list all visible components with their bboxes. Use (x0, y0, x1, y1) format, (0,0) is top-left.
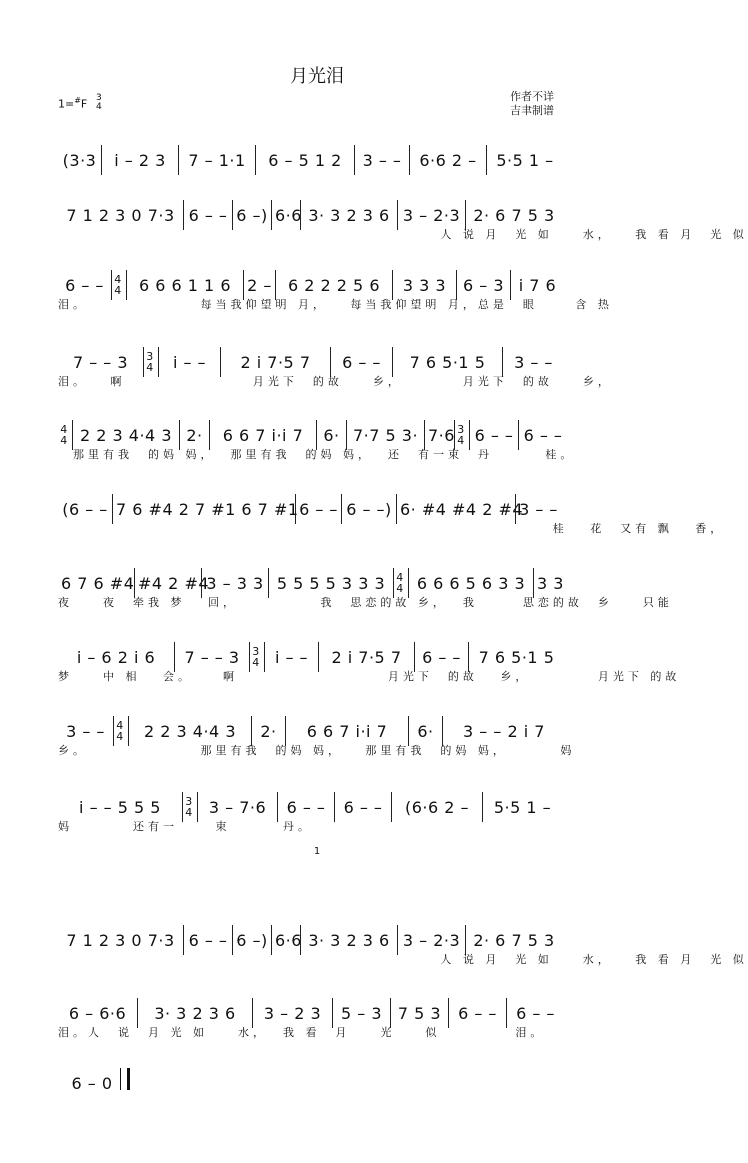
score-system (58, 420, 576, 461)
measure-notes: 6 – – (474, 425, 514, 445)
measure-notes: 6 – –) (346, 499, 392, 519)
measure-notes: 3 4 (252, 645, 260, 669)
measure (101, 145, 178, 175)
time-signature (96, 94, 102, 112)
measure-notes: 3 4 (146, 350, 154, 374)
measure-notes: 7 – – 3 (184, 647, 240, 667)
lyrics-line: 那里有我 的妈 妈， 那里有我 的妈 妈， 还 有一束 丹 桂。 (58, 448, 576, 461)
measure-notes: 6 – – (286, 797, 326, 817)
measure-notes: 6 – – (422, 647, 461, 667)
measure-notes: 3 4 (457, 423, 465, 447)
meter-bottom: 4 (96, 102, 102, 112)
measure-notes: 2· 6 7 5 3 (473, 205, 555, 225)
measure-notes: 2· 6 7 5 3 (473, 930, 555, 950)
measure-notes: 6 – – (523, 425, 563, 445)
measure-notes: 6 2 2 2 5 6 (287, 275, 380, 295)
measure-notes: 6· (323, 425, 340, 445)
measure-notes: 6 –) (236, 205, 268, 225)
measure-notes: 2 i 7·5 7 (240, 352, 311, 372)
measure-notes: 2· (260, 721, 277, 741)
measure-notes: 6 7 6 #4 (61, 573, 135, 593)
measure-notes: 3· 3 2 3 6 (308, 205, 390, 225)
measure-notes: i – 6 2 i 6 (76, 647, 156, 667)
measure-notes: i – – (172, 352, 207, 372)
measure-notes: 7 1 2 3 0 7·3 (66, 930, 175, 950)
measure-notes: 4 4 (396, 571, 404, 595)
measure (178, 145, 255, 175)
measure (58, 1068, 126, 1098)
score-system (58, 642, 681, 683)
measure-notes: 6 – – (188, 205, 228, 225)
measure-notes: 6 6 7 i·i 7 (306, 721, 388, 741)
measure-notes: 6 6 6 1 1 6 (138, 275, 231, 295)
measure-notes: 6 – – (342, 352, 381, 372)
measure-notes: 2· (186, 425, 203, 445)
measure-notes: 2 i 7·5 7 (331, 647, 402, 667)
measure-notes: 3 – 2·3 (402, 205, 461, 225)
measure-notes: 3 3 3 (402, 275, 447, 295)
score-system (58, 925, 748, 966)
measure-notes: (3·3 (62, 150, 97, 170)
lyrics-line: 桂 花 又有 飘 香， (58, 522, 726, 535)
measure-notes: 2 2 3 4·4 3 (143, 721, 236, 741)
lyrics-line: 人 说 月 光 如 水， 我 看 月 光 似 (58, 953, 748, 966)
measure-notes: 6 – – (516, 1003, 555, 1023)
score-system (58, 716, 576, 757)
lyrics-line: 泪。 啊 月光下 的故 乡， 月光下 的故 乡， (58, 375, 613, 388)
lyrics-line: 泪。人 说 月 光 如 水， 我 看 月 光 似 泪。 (58, 1026, 546, 1039)
measure-notes: 2 – (247, 275, 272, 295)
score-system (58, 998, 562, 1039)
measure (486, 145, 563, 175)
measure-notes: 3 – – (514, 352, 553, 372)
measure-notes: i – – (274, 647, 309, 667)
measure-notes: 7 – 1·1 (188, 150, 246, 170)
measure-notes: 7 – – 3 (72, 352, 129, 372)
measure-notes: 7 5 3 (397, 1003, 442, 1023)
measure-notes: 3 – – (66, 721, 105, 741)
measure-notes: 7·7 5 3· (352, 425, 419, 445)
measure-notes: 6 –) (236, 930, 268, 950)
measure-notes: 4 4 (60, 423, 68, 447)
measure-notes: (6·6 2 – (404, 797, 470, 817)
measure-notes: #4 2 #4 (138, 573, 210, 593)
lyrics-line: 人 说 月 光 如 水， 我 看 月 光 似 (58, 228, 748, 241)
measure-notes: 6 6 7 i·i 7 (222, 425, 304, 445)
meter-top: 3 (96, 93, 102, 103)
measure-notes: 6 – 3 (462, 275, 505, 295)
lyrics-line: 泪。 每当我仰望明 月， 每当我仰望明 月，总是 眼 含 热 (58, 298, 613, 311)
measure-notes: 3· 3 2 3 6 (308, 930, 390, 950)
key-signature: 1=#F (58, 96, 88, 111)
measure-notes: 5 – 3 (340, 1003, 383, 1023)
measure-notes: 3 – 3 3 (206, 573, 264, 593)
measure-notes: 3 – 2·3 (402, 930, 461, 950)
measure-notes: 6·6 (275, 930, 302, 950)
measure-notes: (6 – – (62, 499, 108, 519)
measure-notes: 6 – 0 (71, 1073, 113, 1093)
notation-line (58, 1068, 128, 1098)
measure-notes: 6 – 5 1 2 (268, 150, 342, 170)
credit-transcriber: 吉聿制谱 (510, 104, 554, 117)
measure-notes: 4 4 (116, 719, 124, 743)
measure (58, 145, 101, 175)
measure-notes: 7 6 #4 2 7 #1 6 7 #1 (116, 499, 299, 519)
notation-line (58, 145, 562, 175)
score-system (58, 270, 613, 311)
song-title: 月光泪 (290, 66, 344, 87)
measure-notes: i 7 6 (518, 275, 557, 295)
measure-notes: 3 – – (362, 150, 402, 170)
lyrics-line: 乡。 那里有我 的妈 妈， 那里有我 的妈 妈， 妈 (58, 744, 576, 757)
page-number: 1 (313, 846, 321, 857)
measure-notes: 6· (417, 721, 434, 741)
measure-notes: 3 – 2 3 (263, 1003, 322, 1023)
credit-author: 作者不详 (510, 90, 554, 103)
measure-notes: 6·6 (275, 205, 302, 225)
measure-notes: 6·6 2 – (419, 150, 477, 170)
measure-notes: 7 6 5·1 5 (478, 647, 555, 667)
measure-notes: 7·6 (428, 425, 455, 445)
measure-notes: 6 – – (299, 499, 338, 519)
measure-notes: 3· 3 2 3 6 (154, 1003, 236, 1023)
measure (255, 145, 354, 175)
measure-notes: i – 2 3 (114, 150, 166, 170)
score-system (58, 145, 562, 175)
measure-notes: 3 – – 2 i 7 (463, 721, 545, 741)
measure-notes: 5·5 1 – (493, 797, 552, 817)
score-system (58, 494, 726, 535)
measure-notes: 6 6 6 5 6 3 3 (416, 573, 526, 593)
score-system (58, 568, 673, 609)
measure-notes: 5·5 1 – (496, 150, 554, 170)
measure-notes: 6 – – (458, 1003, 497, 1023)
measure (409, 145, 486, 175)
measure-notes: 7 6 5·1 5 (409, 352, 486, 372)
lyrics-line: 夜 夜 牵我 梦 回， 我 思恋的故 乡， 我 思恋的故 乡 只能 (58, 596, 673, 609)
measure-notes: i – – 5 5 5 (79, 797, 161, 817)
score-system (58, 1068, 128, 1098)
measure-notes: 6 – 6·6 (68, 1003, 127, 1023)
measure-notes: 2 2 3 4·4 3 (79, 425, 172, 445)
final-barline (120, 1068, 130, 1090)
measure-notes: 6· #4 #4 2 #4 (400, 499, 524, 519)
measure-notes: 5 5 5 5 3 3 3 (276, 573, 386, 593)
lyrics-line: 梦 中 相 会。 啊 月光下 的故 乡， 月光下 的故 (58, 670, 681, 683)
score-system (58, 200, 748, 241)
measure-notes: 6 – – (188, 930, 228, 950)
measure-notes: 3 – 7·6 (208, 797, 267, 817)
score-system (58, 347, 613, 388)
measure-notes: 7 1 2 3 0 7·3 (66, 205, 175, 225)
measure-notes: 3 – – (519, 499, 558, 519)
measure-notes: 3 3 (537, 573, 564, 593)
measure-notes: 6 – – (343, 797, 383, 817)
measure-notes: 4 4 (114, 273, 122, 297)
measure-notes: 6 – – (65, 275, 104, 295)
score-system (58, 792, 562, 833)
measure (354, 145, 409, 175)
measure-notes: 3 4 (185, 795, 193, 819)
lyrics-line: 妈 还有一 束 丹。 (58, 820, 313, 833)
